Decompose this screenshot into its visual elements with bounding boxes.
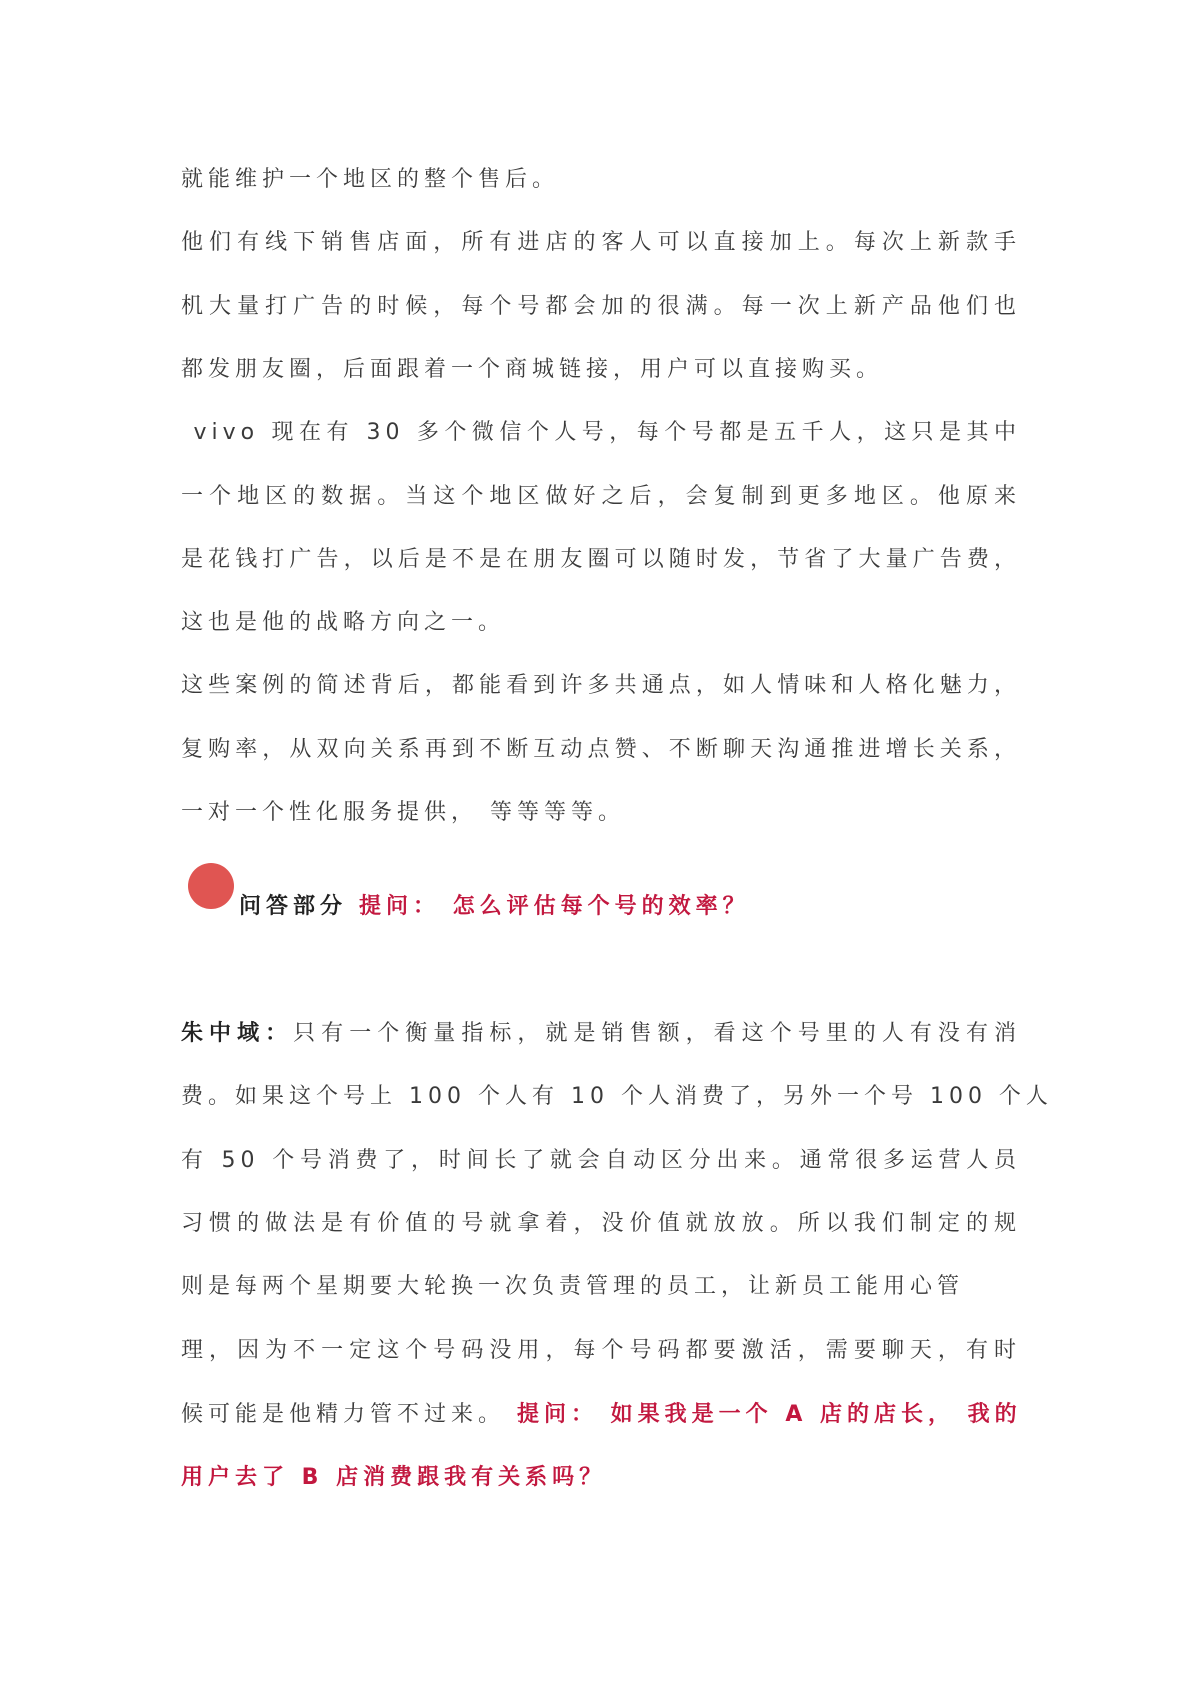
answer-line (181, 1398, 1021, 1432)
answer-text: 候可能是他精力管不过来。 (181, 1402, 506, 1427)
paragraph-line: 都发朋友圈，后面跟着一个商城链接，用户可以直接购买。 (181, 357, 884, 382)
question-text: 提问： 如果我是一个 A 店的店长， 我的 (517, 1402, 1022, 1427)
paragraph-line: 一对一个性化服务提供， 等等等等。 (181, 800, 625, 825)
answer-line (181, 1017, 1021, 1051)
question-text: 用户去了 B 店消费跟我有关系吗？ (181, 1465, 607, 1490)
answer-line: 费。如果这个号上 100 个人有 10 个人消费了，另外一个号 100 个人 (181, 1084, 1053, 1109)
answer-line: 有 50 个号消费了，时间长了就会自动区分出来。通常很多运营人员 (181, 1148, 1021, 1173)
section-question: 提问： 怎么评估每个号的效率？ (359, 894, 750, 919)
paragraph-line: 一个地区的数据。当这个地区做好之后，会复制到更多地区。他原来 (181, 484, 1021, 509)
answer-line (181, 1461, 1021, 1495)
section-label: 问答部分 (239, 894, 348, 919)
answer-line: 则是每两个星期要大轮换一次负责管理的员工，让新员工能用心管 (181, 1274, 965, 1299)
speaker-name: 朱中域： (181, 1021, 294, 1046)
paragraph-line: 这也是他的战略方向之一。 (181, 610, 506, 635)
section-bullet-icon (188, 863, 234, 909)
paragraph-line: 他们有线下销售店面，所有进店的客人可以直接加上。每次上新款手 (181, 230, 1021, 255)
paragraph-line: 是花钱打广告，以后是不是在朋友圈可以随时发，节省了大量广告费， (181, 547, 1021, 572)
paragraph-line: 就能维护一个地区的整个售后。 (181, 167, 560, 192)
section-heading (239, 890, 939, 924)
answer-line: 习惯的做法是有价值的号就拿着，没价值就放放。所以我们制定的规 (181, 1211, 1021, 1236)
answer-text: 只有一个衡量指标，就是销售额，看这个号里的人有没有消 (293, 1021, 1021, 1046)
paragraph-line: 复购率，从双向关系再到不断互动点赞、不断聊天沟通推进增长关系， (181, 737, 1021, 762)
answer-line: 理，因为不一定这个号码没用，每个号码都要激活，需要聊天，有时 (181, 1338, 1021, 1363)
paragraph-line: 这些案例的简述背后，都能看到许多共通点，如人情味和人格化魅力， (181, 673, 1021, 698)
paragraph-line: vivo 现在有 30 多个微信个人号，每个号都是五千人，这只是其中 (181, 420, 1021, 445)
paragraph-line: 机大量打广告的时候，每个号都会加的很满。每一次上新产品他们也 (181, 294, 1021, 319)
